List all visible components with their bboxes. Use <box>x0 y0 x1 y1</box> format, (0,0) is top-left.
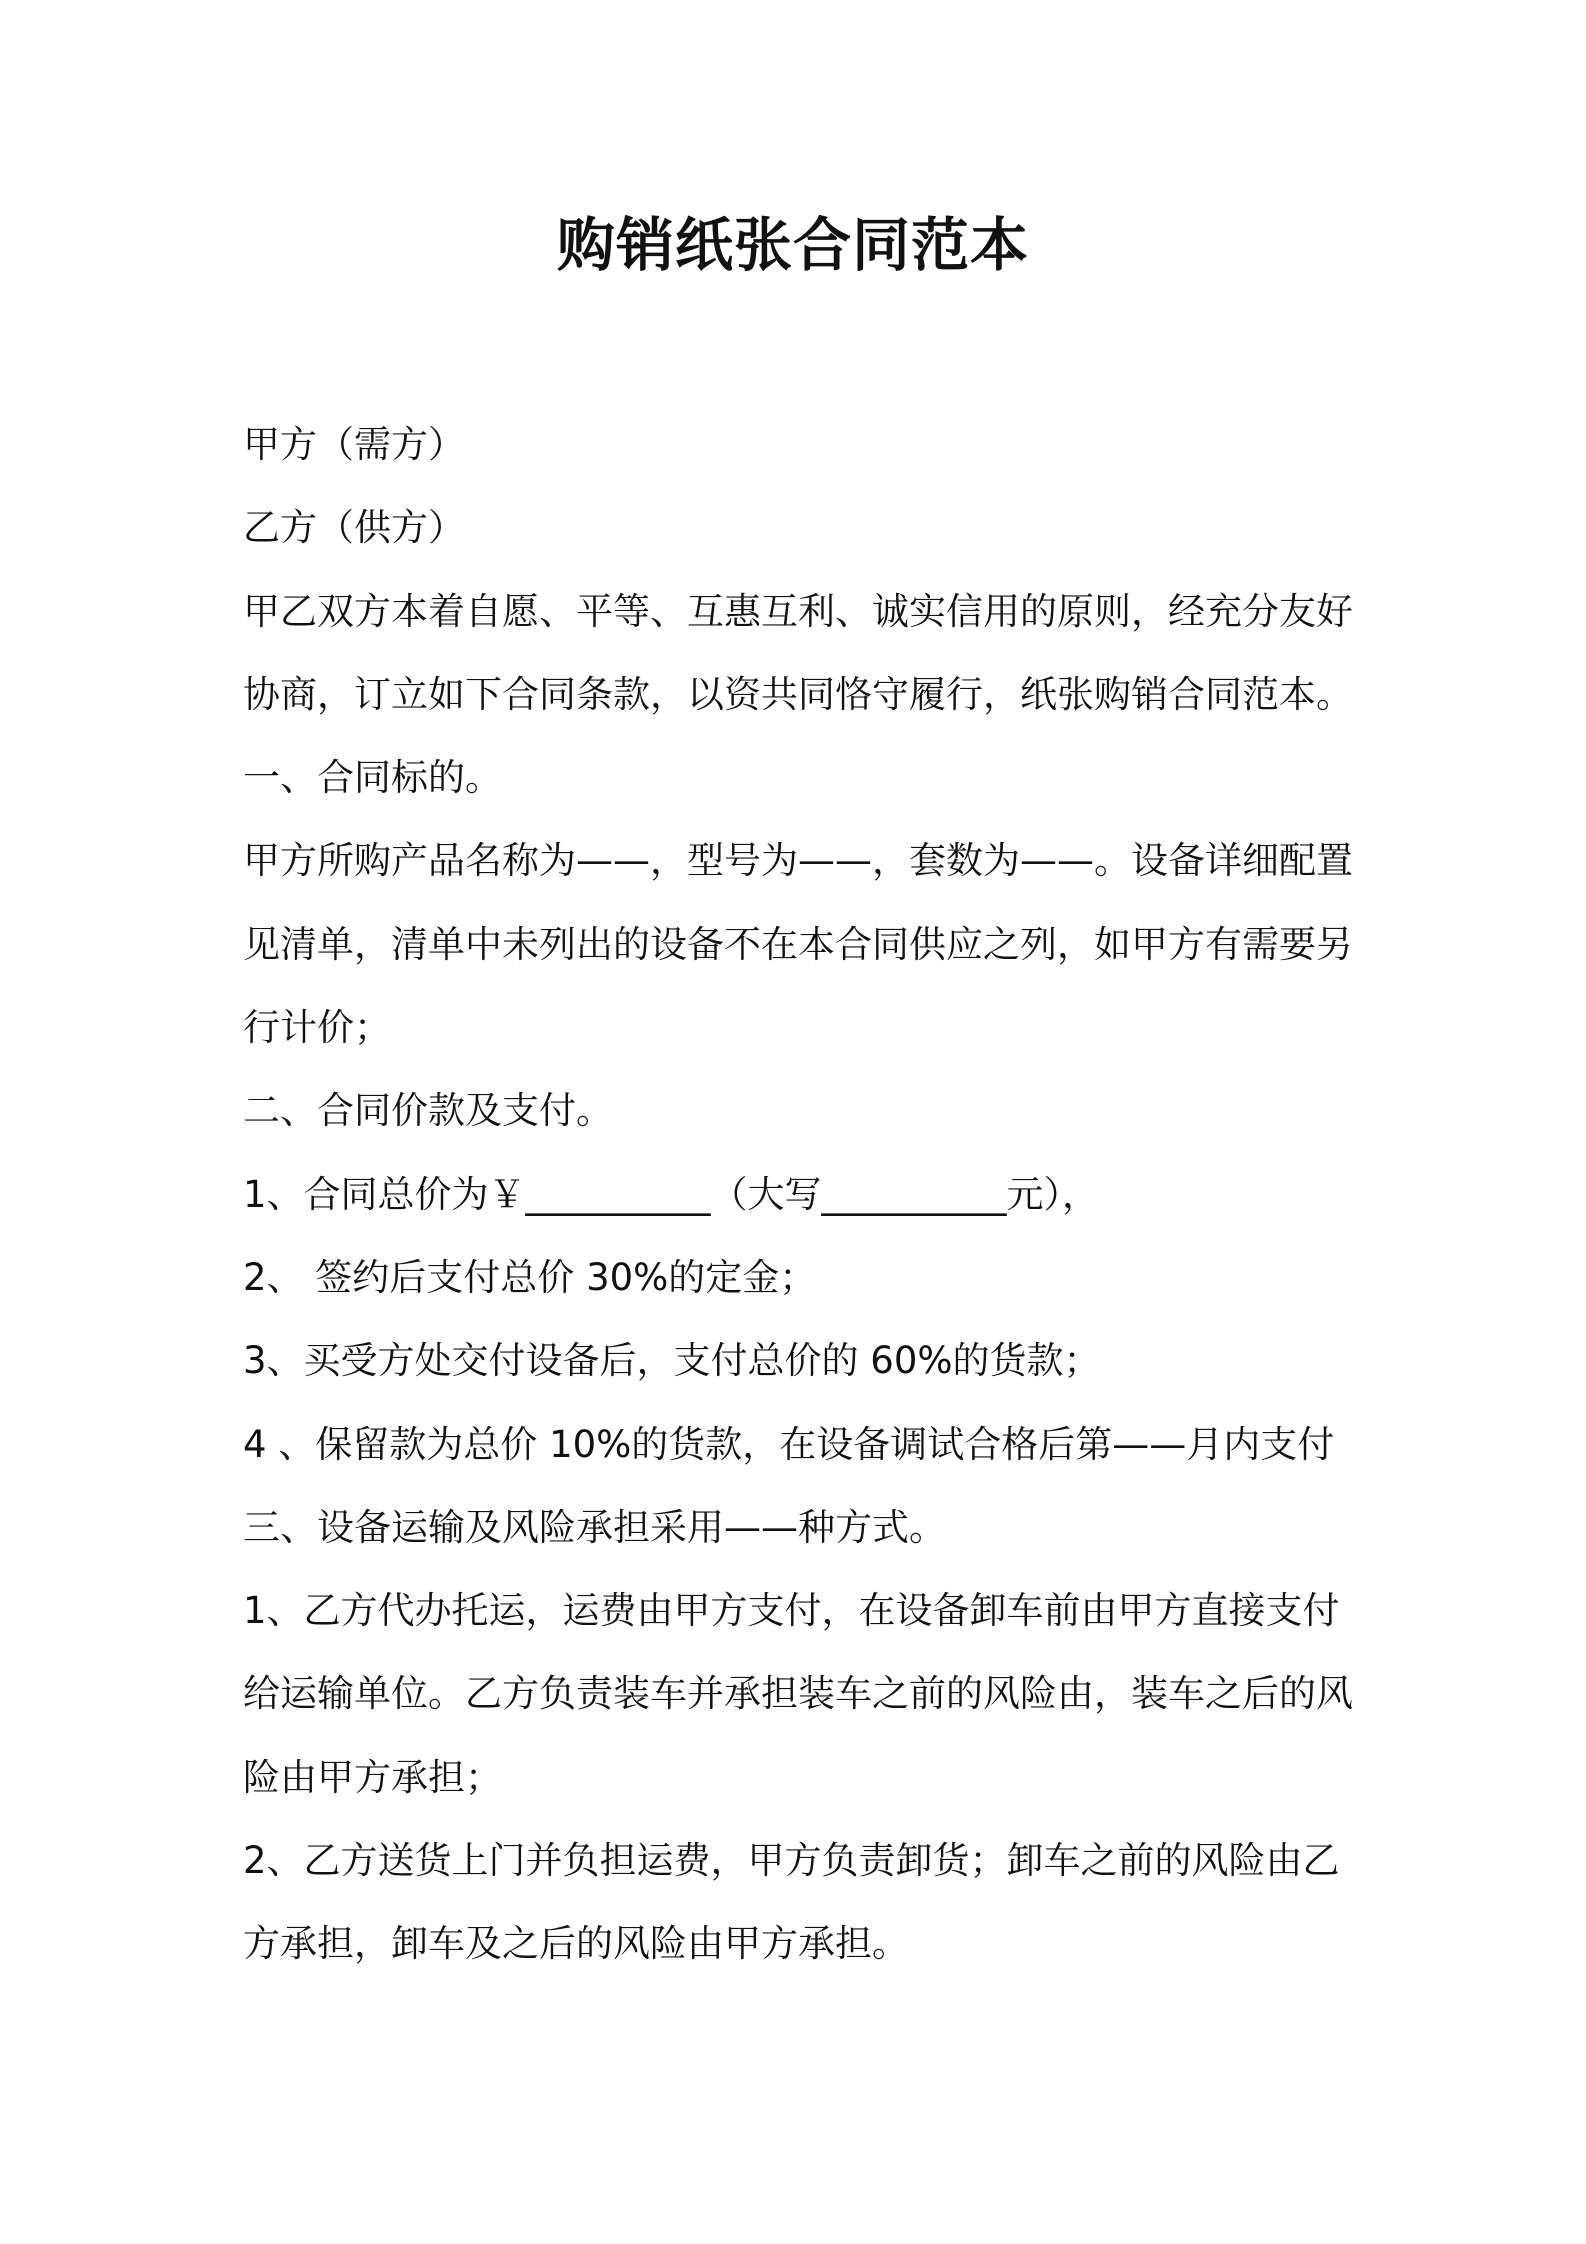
section-heading: 二、合同价款及支付。 <box>243 1089 613 1133</box>
paragraph-line: 行计价； <box>243 1006 391 1050</box>
clause-line: 1、乙方代办托运，运费由甲方支付，在设备卸车前由甲方直接支付 <box>243 1589 1340 1633</box>
clause-line: 1、合同总价为￥__________（大写__________元）， <box>243 1172 1100 1216</box>
paragraph-line: 甲方所购产品名称为——，型号为——，套数为——。设备详细配置 <box>243 839 1353 883</box>
document-body <box>243 403 1353 1986</box>
clause-line: 方承担，卸车及之后的风险由甲方承担。 <box>243 1922 909 1966</box>
clause-line: 2、乙方送货上门并负担运费，甲方负责卸货；卸车之前的风险由乙 <box>243 1839 1340 1883</box>
preamble-line: 协商，订立如下合同条款，以资共同恪守履行，纸张购销合同范本。 <box>243 672 1353 716</box>
preamble-line: 甲乙双方本着自愿、平等、互惠互利、诚实信用的原则，经充分友好 <box>243 589 1353 633</box>
section-heading: 三、设备运输及风险承担采用——种方式。 <box>243 1505 946 1549</box>
section-heading: 一、合同标的。 <box>243 756 502 800</box>
clause-line: 3、买受方处交付设备后，支付总价的 60%的货款； <box>243 1339 1101 1383</box>
document-title: 购销纸张合同范本 <box>556 211 1029 279</box>
clause-line: 2、 签约后支付总价 30%的定金； <box>243 1255 817 1299</box>
clause-line: 给运输单位。乙方负责装车并承担装车之前的风险由，装车之后的风 <box>243 1672 1353 1716</box>
party-b-line: 乙方（供方） <box>243 506 465 550</box>
paragraph-line: 见清单，清单中未列出的设备不在本合同供应之列，如甲方有需要另 <box>243 922 1353 966</box>
clause-line: 4 、保留款为总价 10%的货款，在设备调试合格后第——月内支付 <box>243 1422 1335 1466</box>
clause-line: 险由甲方承担； <box>243 1755 502 1799</box>
party-a-line: 甲方（需方） <box>243 423 465 466</box>
